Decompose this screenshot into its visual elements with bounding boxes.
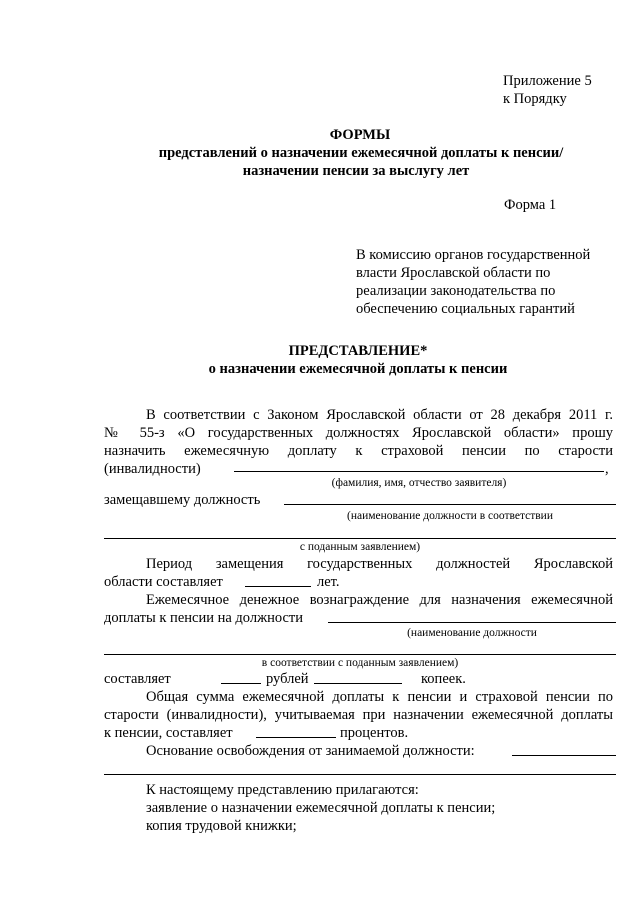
hint-fio: (фамилия, имя, отчество заявителя)	[331, 477, 507, 489]
forms-subtitle-line-1: представлений о назначении ежемесячной доплаты к пенсии/	[158, 145, 564, 161]
position-underline-2[interactable]	[104, 538, 616, 539]
p3-line-1: Ежемесячное денежное вознаграждение для назначения ежемесячной	[146, 592, 613, 608]
release-basis-underline[interactable]	[512, 755, 616, 756]
forms-title: ФОРМЫ	[329, 127, 391, 143]
position-label: замещавшему должность	[104, 492, 261, 508]
addressee-line-2: власти Ярославской области по	[356, 265, 551, 281]
p5-line-1: Основание освобождения от занимаемой должности:	[146, 743, 475, 759]
percent-underline[interactable]	[256, 737, 336, 738]
p3-line-2: доплаты к пенсии на должности	[104, 610, 304, 626]
p1-line-2: № 55-з «О государственных должностях Ярославской области» прошу	[104, 425, 613, 441]
fio-underline[interactable]	[234, 471, 604, 472]
p3-line-3-b: рублей	[266, 671, 309, 687]
addressee-line-1: В комиссию органов государственной	[356, 247, 591, 263]
addressee-line-3: реализации законодательства по	[356, 283, 556, 299]
p2-line-1: Период замещения государственных должностей Ярославской	[146, 556, 613, 572]
appendix-to-label: к Порядку	[503, 91, 567, 107]
hint-position-3: (наименование должности	[407, 627, 537, 639]
form-number: Форма 1	[504, 197, 557, 213]
position-2-underline-2[interactable]	[104, 654, 616, 655]
position-2-underline[interactable]	[328, 622, 616, 623]
p2-line-2-a: области составляет	[104, 574, 223, 590]
p6-line-2: заявление о назначении ежемесячной доплаты к пенсии;	[146, 800, 496, 816]
appendix-label: Приложение 5	[503, 73, 592, 89]
p1-line-4-comma: ,	[605, 461, 609, 477]
kopecks-underline[interactable]	[314, 683, 402, 684]
document-title: ПРЕДСТАВЛЕНИЕ*	[288, 343, 428, 359]
hint-position-2: с поданным заявлением)	[299, 541, 421, 553]
period-underline[interactable]	[245, 586, 311, 587]
rubles-underline[interactable]	[221, 683, 261, 684]
p6-line-3: копия трудовой книжки;	[146, 818, 297, 834]
p4-line-3-a: к пенсии, составляет	[104, 725, 233, 741]
p4-line-2: старости (инвалидности), учитываемая при назначении ежемесячной доплаты	[104, 707, 613, 723]
p1-line-1: В соответствии с Законом Ярославской области от 28 декабря 2011 г.	[146, 407, 613, 423]
forms-subtitle-line-2: назначении пенсии за выслугу лет	[242, 163, 470, 179]
p6-line-1: К настоящему представлению прилагаются:	[146, 782, 419, 798]
p1-line-3: назначить ежемесячную доплату к страховой пенсии по старости	[104, 443, 613, 459]
addressee-line-4: обеспечению социальных гарантий	[356, 301, 575, 317]
p3-line-3-a: составляет	[104, 671, 171, 687]
release-basis-underline-2[interactable]	[104, 774, 616, 775]
p4-line-3-b: процентов.	[340, 725, 409, 741]
p2-line-2-b: лет.	[317, 574, 340, 590]
hint-position: (наименование должности в соответствии	[347, 510, 553, 522]
document-subtitle: о назначении ежемесячной доплаты к пенсии	[208, 361, 508, 377]
p4-line-1: Общая сумма ежемесячной доплаты к пенсии и страховой пенсии по	[146, 689, 613, 705]
p1-line-4: (инвалидности)	[104, 461, 201, 477]
hint-position-4: в соответствии с поданным заявлением)	[261, 657, 459, 669]
position-underline[interactable]	[284, 504, 616, 505]
p3-line-3-c: копеек.	[421, 671, 466, 687]
